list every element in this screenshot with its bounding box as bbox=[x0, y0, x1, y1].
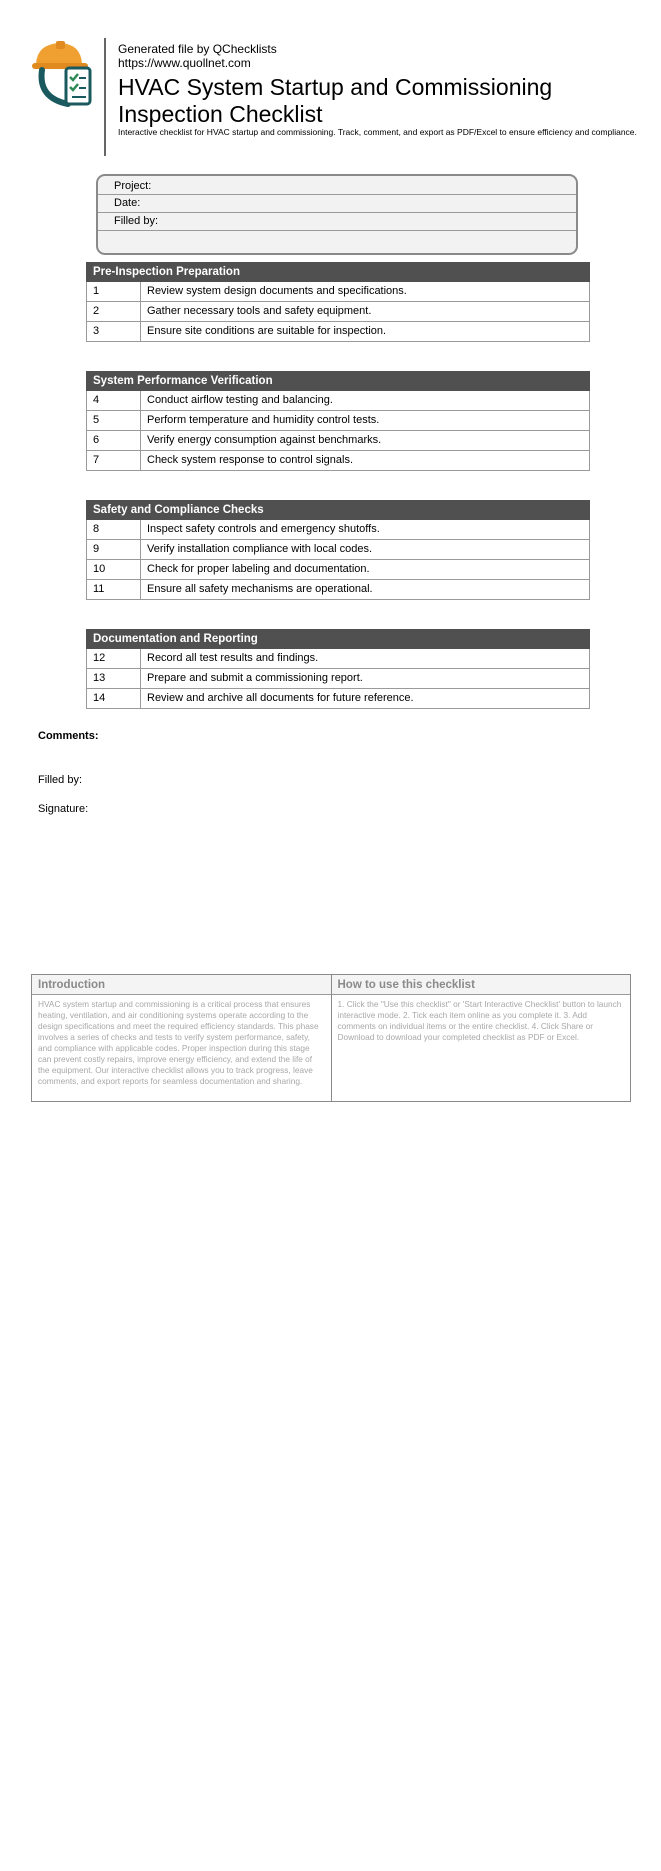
item-text: Check for proper labeling and documentation. bbox=[147, 563, 370, 575]
section-performance bbox=[86, 371, 590, 471]
section-header: Pre-Inspection Preparation bbox=[86, 262, 590, 282]
checklist-row[interactable] bbox=[86, 282, 590, 302]
filled-by-field[interactable]: Filled by: bbox=[98, 213, 576, 231]
item-number: 14 bbox=[87, 689, 141, 708]
checklist-row[interactable] bbox=[86, 322, 590, 342]
item-text: Review system design documents and specifications. bbox=[147, 285, 407, 297]
item-number: 6 bbox=[87, 431, 141, 450]
generator-info bbox=[118, 42, 277, 70]
section-header: Documentation and Reporting bbox=[86, 629, 590, 649]
checklist-row[interactable] bbox=[86, 669, 590, 689]
section-documentation bbox=[86, 629, 590, 709]
item-number: 4 bbox=[87, 391, 141, 410]
checklist-row[interactable] bbox=[86, 302, 590, 322]
project-field[interactable]: Project: bbox=[98, 176, 576, 195]
checklist-row[interactable] bbox=[86, 689, 590, 709]
how-to-text: 1. Click the "Use this checklist" or 'Start Interactive Checklist' button to launch interactive mode. 2. Tick each item online as you complete it. 3. Add comments on individual items or the entire checklist. 4. Click Share or Download to download your completed checklist as PDF or Excel. bbox=[337, 999, 622, 1042]
introduction-heading: Introduction bbox=[32, 975, 331, 995]
item-text: Verify installation compliance with local codes. bbox=[147, 543, 373, 555]
item-text: Ensure site conditions are suitable for inspection. bbox=[147, 325, 387, 337]
comments-label: Comments: bbox=[38, 730, 99, 742]
item-text: Review and archive all documents for future reference. bbox=[147, 692, 414, 704]
website-link[interactable]: https://www.quollnet.com bbox=[118, 56, 251, 70]
how-to-heading: How to use this checklist bbox=[332, 975, 631, 995]
page-title: HVAC System Startup and Commissioning Inspection Checklist bbox=[118, 74, 553, 127]
item-number: 5 bbox=[87, 411, 141, 430]
checklist-row[interactable] bbox=[86, 451, 590, 471]
date-field[interactable]: Date: bbox=[98, 195, 576, 213]
info-table bbox=[31, 974, 631, 1102]
item-number: 8 bbox=[87, 520, 141, 539]
project-info-box bbox=[96, 174, 578, 255]
item-number: 10 bbox=[87, 560, 141, 579]
item-number: 7 bbox=[87, 451, 141, 470]
filled-by-label: Filled by: bbox=[38, 774, 83, 786]
page-description: Interactive checklist for HVAC startup and commissioning. Track, comment, and export as PDF/Excel to ensure efficiency and compliance. bbox=[118, 127, 637, 137]
item-text: Gather necessary tools and safety equipment. bbox=[147, 305, 372, 317]
introduction-column bbox=[32, 975, 332, 1101]
item-number: 3 bbox=[87, 322, 141, 341]
section-header: Safety and Compliance Checks bbox=[86, 500, 590, 520]
checklist-row[interactable] bbox=[86, 540, 590, 560]
checklist-row[interactable] bbox=[86, 411, 590, 431]
section-safety bbox=[86, 500, 590, 600]
checklist-row[interactable] bbox=[86, 520, 590, 540]
introduction-text: HVAC system startup and commissioning is a critical process that ensures heating, ventilation, and air conditioning systems operate according to the design specifications and meet the required efficiency standards. This phase involves a series of checks and tests to verify system performance, safety, and compliance with applicable codes. Proper inspection during this stage can prevent costly repairs, improve energy efficiency, and extend the life of the equipment. Our interactive checklist allows you to track progress, leave comments, and export reports for seamless documentation and sharing. bbox=[38, 999, 319, 1086]
item-text: Verify energy consumption against benchmarks. bbox=[147, 434, 382, 446]
item-text: Perform temperature and humidity control tests. bbox=[147, 414, 380, 426]
checklist-row[interactable] bbox=[86, 560, 590, 580]
item-text: Check system response to control signals. bbox=[147, 454, 354, 466]
checklist-row[interactable] bbox=[86, 391, 590, 411]
checklist-row[interactable] bbox=[86, 580, 590, 600]
header-divider bbox=[104, 38, 106, 156]
item-text: Record all test results and findings. bbox=[147, 652, 319, 664]
checklist-row[interactable] bbox=[86, 431, 590, 451]
item-text: Conduct airflow testing and balancing. bbox=[147, 394, 333, 406]
item-text: Inspect safety controls and emergency shutoffs. bbox=[147, 523, 380, 535]
signature-label: Signature: bbox=[38, 803, 89, 815]
qchecklists-logo bbox=[32, 38, 104, 114]
item-number: 1 bbox=[87, 282, 141, 301]
item-number: 9 bbox=[87, 540, 141, 559]
item-number: 12 bbox=[87, 649, 141, 668]
generated-by-text: Generated file by QChecklists bbox=[118, 42, 277, 56]
section-header: System Performance Verification bbox=[86, 371, 590, 391]
hardhat-checklist-icon bbox=[32, 38, 104, 114]
item-text: Ensure all safety mechanisms are operational. bbox=[147, 583, 373, 595]
how-to-column bbox=[332, 975, 631, 1101]
section-pre-inspection bbox=[86, 262, 590, 342]
item-number: 11 bbox=[87, 580, 141, 599]
checklist-row[interactable] bbox=[86, 649, 590, 669]
item-number: 2 bbox=[87, 302, 141, 321]
item-number: 13 bbox=[87, 669, 141, 688]
item-text: Prepare and submit a commissioning report. bbox=[147, 672, 363, 684]
